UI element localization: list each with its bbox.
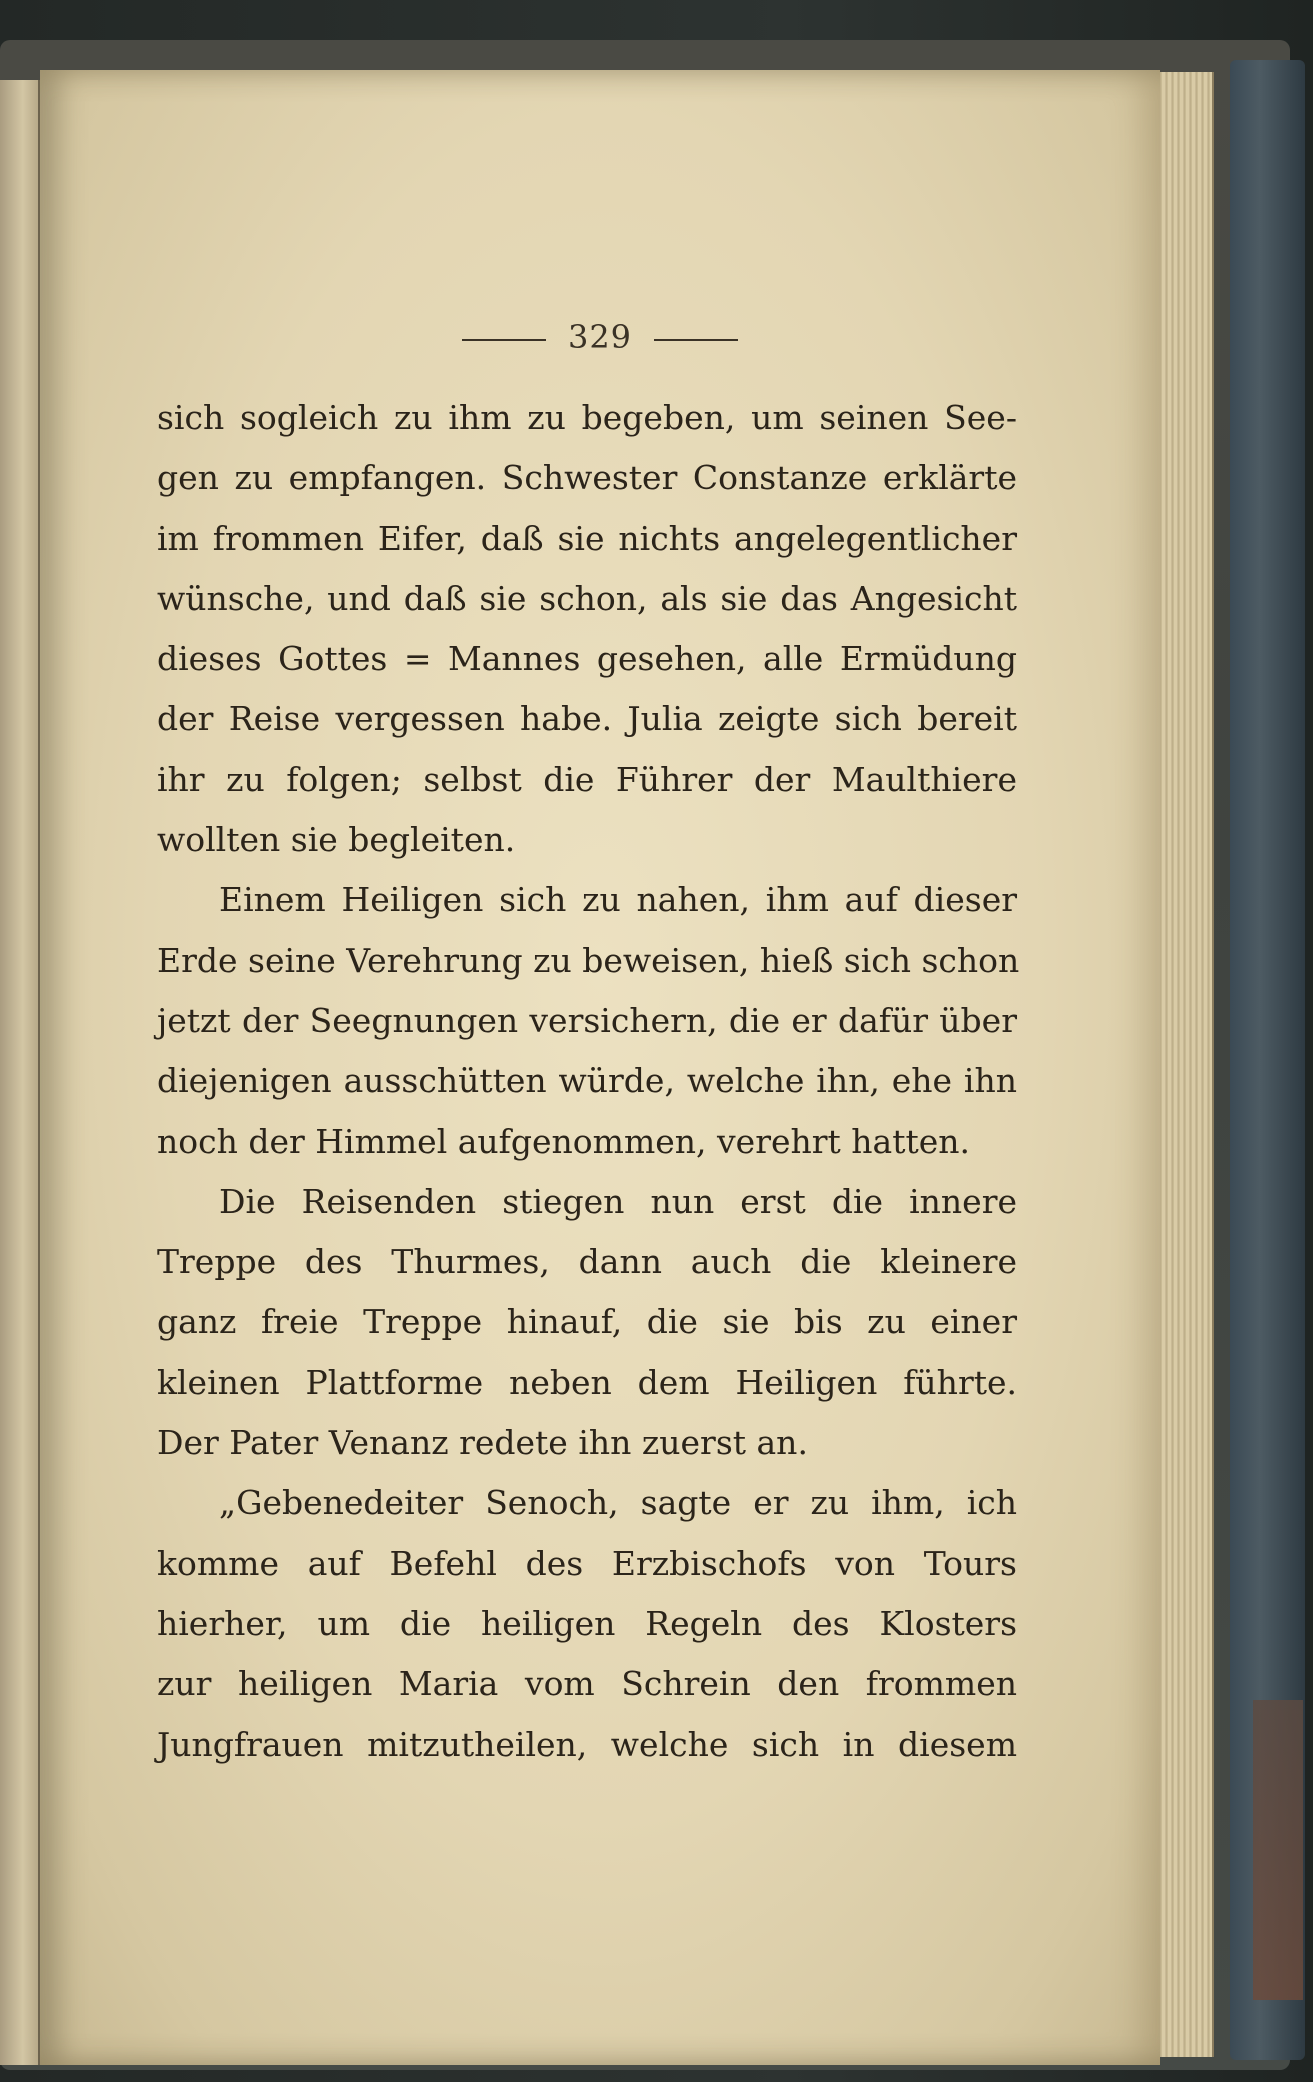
text-line: Treppe des Thurmes, dann auch die kleinere bbox=[157, 1242, 1017, 1282]
text-line: dieses Gottes = Mannes gesehen, alle Ermüdung bbox=[157, 639, 1017, 679]
page-header bbox=[40, 318, 1160, 368]
text-line: jetzt der Seegnungen versichern, die er dafür über bbox=[157, 1000, 1017, 1040]
text-line: kleinen Plattforme neben dem Heiligen führte. bbox=[157, 1362, 1017, 1402]
text-line: der Reise vergessen habe. Julia zeigte sich bereit bbox=[157, 699, 1017, 739]
text-line: Der Pater Venanz redete ihn zuerst an. bbox=[157, 1423, 808, 1463]
text-line: ihr zu folgen; selbst die Führer der Maulthiere bbox=[157, 759, 1017, 799]
body-text bbox=[157, 388, 1020, 1775]
text-line: Die Reisenden stiegen nun erst die innere bbox=[219, 1181, 1017, 1221]
text-line: zur heiligen Maria vom Schrein den frommen bbox=[157, 1664, 1017, 1704]
facing-page-edge bbox=[0, 80, 40, 2065]
text-line: „Gebenedeiter Senoch, sagte er zu ihm, ich bbox=[219, 1483, 1017, 1523]
text-line: hierher, um die heiligen Regeln des Klosters bbox=[157, 1603, 1017, 1643]
text-line: gen zu empfangen. Schwester Constanze erklärte bbox=[157, 458, 1017, 498]
header-dash-left bbox=[462, 339, 546, 341]
text-line: Jungfrauen mitzutheilen, welche sich in diesem bbox=[157, 1724, 1017, 1764]
text-line: wünsche, und daß sie schon, als sie das Angesicht bbox=[157, 578, 1017, 618]
text-line: im frommen Eifer, daß sie nichts angelegentlicher bbox=[157, 518, 1017, 558]
text-line: ganz freie Treppe hinauf, die sie bis zu einer bbox=[157, 1302, 1017, 1342]
text-line: sich sogleich zu ihm zu begeben, um seinen See- bbox=[157, 398, 1017, 437]
text-line: wollten sie begleiten. bbox=[157, 820, 516, 860]
book-page bbox=[40, 70, 1160, 2065]
text-line: Einem Heiligen sich zu nahen, ihm auf dieser bbox=[219, 880, 1017, 920]
page-number: 329 bbox=[567, 318, 633, 356]
text-line: diejenigen ausschütten würde, welche ihn, ehe ihn bbox=[157, 1061, 1017, 1101]
text-line: noch der Himmel aufgenommen, verehrt hatten. bbox=[157, 1121, 970, 1161]
header-dash-right bbox=[654, 339, 738, 341]
text-line: Erde seine Verehrung zu beweisen, hieß sich schon bbox=[157, 940, 1020, 980]
text-line: komme auf Befehl des Erzbischofs von Tours bbox=[157, 1543, 1017, 1583]
cover-wear bbox=[1253, 1700, 1303, 2000]
